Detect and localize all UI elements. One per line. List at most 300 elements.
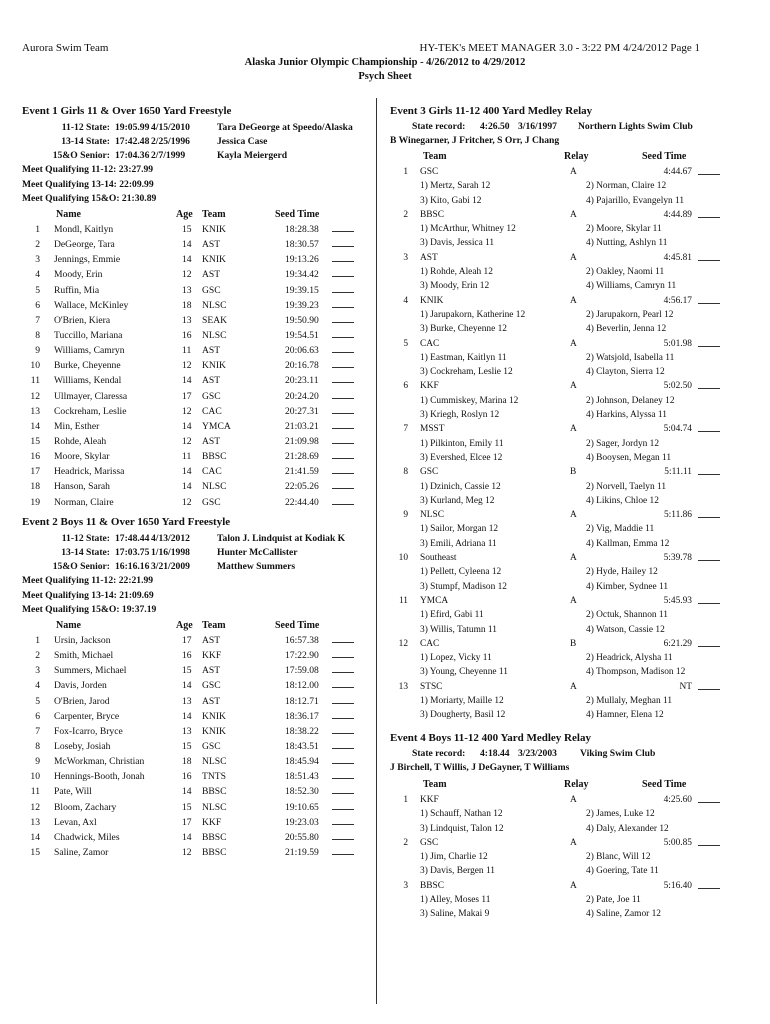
swimmer-team: KNIK bbox=[202, 725, 226, 737]
swimmer-age: 13 bbox=[182, 725, 192, 737]
swimmer-age: 13 bbox=[182, 284, 192, 296]
relay-swimmer: 3) Emili, Adriana 11 bbox=[420, 538, 497, 549]
entry-row bbox=[22, 252, 362, 267]
swimmer-age: 14 bbox=[182, 239, 192, 251]
result-blank bbox=[698, 337, 720, 347]
event-3-relays bbox=[390, 165, 760, 723]
entry-row bbox=[22, 404, 362, 419]
swimmer-name: Fox-Icarro, Bryce bbox=[54, 725, 123, 737]
relay-swimmer: 3) Willis, Tatumn 11 bbox=[420, 624, 497, 635]
swimmer-name: Wallace, McKinley bbox=[54, 299, 129, 311]
result-blank bbox=[332, 283, 354, 293]
entry-row bbox=[22, 495, 362, 510]
relay-swimmer: 2) Jarupakorn, Pearl 12 bbox=[586, 309, 674, 320]
swimmer-team: CAC bbox=[202, 466, 222, 478]
swimmer-name: Norman, Claire bbox=[54, 496, 114, 508]
relay-swimmer: 4) Kimber, Sydnee 11 bbox=[586, 581, 669, 592]
entry-number: 9 bbox=[35, 756, 40, 768]
swimmer-name: Summers, Michael bbox=[54, 665, 127, 677]
result-blank bbox=[332, 784, 354, 794]
relay-team: Southeast bbox=[420, 553, 457, 564]
relay-entry bbox=[390, 422, 760, 465]
seed-time: 19:23.03 bbox=[285, 816, 319, 828]
relay-letter: A bbox=[570, 510, 577, 521]
relay-swimmer: 3) Kriegh, Roslyn 12 bbox=[420, 410, 500, 421]
entry-row bbox=[22, 479, 362, 494]
relay-team: BBSC bbox=[420, 880, 444, 891]
relay-team: BBSC bbox=[420, 209, 444, 220]
relay-swimmer: 4) Thompson, Madison 12 bbox=[586, 667, 686, 678]
relay-swimmer: 2) Blanc, Will 12 bbox=[586, 852, 651, 863]
relay-number: 2 bbox=[403, 837, 408, 848]
relay-swimmer: 1) Alley, Moses 11 bbox=[420, 895, 491, 906]
relay-swimmer: 4) Nutting, Ashlyn 11 bbox=[586, 238, 668, 249]
entry-row bbox=[22, 298, 362, 313]
relay-number: 1 bbox=[403, 167, 408, 177]
document-type: Psych Sheet bbox=[358, 71, 412, 82]
event-3-column-headers: Team Relay Seed Time bbox=[423, 151, 687, 162]
relay-seed: 5:01.98 bbox=[663, 338, 692, 349]
relay-number: 11 bbox=[398, 595, 408, 606]
swimmer-name: Hanson, Sarah bbox=[54, 481, 110, 493]
swimmer-name: Moore, Skylar bbox=[54, 451, 110, 463]
swimmer-age: 14 bbox=[182, 375, 192, 387]
entry-row bbox=[22, 237, 362, 252]
entry-row bbox=[22, 800, 362, 815]
swimmer-team: NLSC bbox=[202, 756, 227, 768]
relay-swimmer: 4) Saline, Zamor 12 bbox=[586, 909, 661, 920]
result-blank bbox=[332, 800, 354, 810]
entry-number: 5 bbox=[35, 695, 40, 707]
result-blank bbox=[332, 648, 354, 658]
result-blank bbox=[698, 551, 720, 561]
relay-team: KNIK bbox=[420, 295, 444, 306]
entry-number: 13 bbox=[30, 405, 40, 417]
swimmer-name: Rohde, Aleah bbox=[54, 435, 107, 447]
swimmer-age: 12 bbox=[182, 405, 192, 417]
team-name: Aurora Swim Team bbox=[22, 42, 109, 54]
relay-team: STSC bbox=[420, 681, 443, 692]
result-blank bbox=[698, 294, 720, 304]
relay-team: AST bbox=[420, 252, 438, 263]
result-blank bbox=[332, 769, 354, 779]
relay-swimmer: 2) Vig, Maddie 11 bbox=[586, 524, 655, 535]
entry-row bbox=[22, 267, 362, 282]
relay-entry bbox=[390, 208, 760, 251]
swimmer-age: 18 bbox=[182, 756, 192, 768]
entry-row bbox=[22, 328, 362, 343]
seed-time: 20:27.31 bbox=[285, 405, 319, 417]
relay-team: CAC bbox=[420, 338, 440, 349]
swimmer-age: 12 bbox=[182, 846, 192, 858]
result-blank bbox=[698, 680, 720, 690]
result-blank bbox=[332, 724, 354, 734]
relay-swimmer: 3) Davis, Bergen 11 bbox=[420, 866, 495, 877]
entry-number: 1 bbox=[35, 224, 40, 235]
entry-row bbox=[22, 648, 362, 663]
relay-swimmer: 2) Pate, Joe 11 bbox=[586, 895, 641, 906]
seed-time: 21:41.59 bbox=[285, 466, 319, 478]
entry-row bbox=[22, 373, 362, 388]
result-blank bbox=[332, 495, 354, 505]
entry-number: 7 bbox=[35, 314, 40, 326]
entry-number: 8 bbox=[35, 740, 40, 752]
relay-entry bbox=[390, 680, 760, 723]
relay-letter: A bbox=[570, 209, 577, 220]
relay-entry bbox=[390, 637, 760, 680]
relay-number: 5 bbox=[403, 338, 408, 349]
entry-number: 18 bbox=[30, 481, 40, 493]
entry-number: 19 bbox=[30, 496, 40, 508]
swimmer-age: 17 bbox=[182, 635, 192, 646]
result-blank bbox=[698, 594, 720, 604]
entry-number: 7 bbox=[35, 725, 40, 737]
swimmer-age: 14 bbox=[182, 786, 192, 798]
relay-swimmer: 3) Lindquist, Talon 12 bbox=[420, 823, 504, 834]
swimmer-team: KNIK bbox=[202, 360, 226, 372]
relay-entry bbox=[390, 337, 760, 380]
relay-letter: B bbox=[570, 638, 577, 649]
relay-swimmer: 1) Jim, Charlie 12 bbox=[420, 852, 488, 863]
seed-time: 18:12.71 bbox=[285, 695, 319, 707]
swimmer-age: 12 bbox=[182, 360, 192, 372]
swimmer-team: BBSC bbox=[202, 831, 227, 843]
relay-swimmer: 1) Lopez, Vicky 11 bbox=[420, 653, 492, 664]
event-4-title: Event 4 Boys 11-12 400 Yard Medley Relay bbox=[390, 732, 591, 744]
entry-row bbox=[22, 313, 362, 328]
entry-row bbox=[22, 343, 362, 358]
entry-number: 15 bbox=[30, 846, 40, 858]
result-blank bbox=[698, 836, 720, 846]
relay-swimmer: 1) Schauff, Nathan 12 bbox=[420, 809, 503, 820]
relay-seed: 4:44.67 bbox=[663, 167, 692, 177]
result-blank bbox=[698, 165, 720, 175]
entry-row bbox=[22, 678, 362, 693]
record-row: 15&O Senior: 17:04.36 2/7/1999 Kayla Meiergerd bbox=[52, 150, 288, 161]
relay-seed: 5:39.78 bbox=[663, 553, 692, 564]
relay-swimmer: 4) Goering, Tate 11 bbox=[586, 866, 659, 877]
relay-swimmer: 3) Davis, Jessica 11 bbox=[420, 238, 495, 249]
relay-swimmer: 4) Williams, Camryn 11 bbox=[586, 281, 677, 292]
software-stamp: HY-TEK's MEET MANAGER 3.0 - 3:22 PM 4/24/2012 Page 1 bbox=[419, 42, 700, 54]
column-divider bbox=[376, 98, 377, 1004]
swimmer-team: TNTS bbox=[202, 771, 226, 783]
relay-swimmer: 2) Norvell, Taelyn 11 bbox=[586, 481, 667, 492]
swimmer-age: 11 bbox=[182, 345, 192, 357]
swimmer-age: 11 bbox=[182, 451, 192, 463]
relay-team: MSST bbox=[420, 424, 445, 435]
result-blank bbox=[332, 845, 354, 855]
relay-swimmer: 1) Dzinich, Cassie 12 bbox=[420, 481, 501, 492]
seed-time: 18:45.94 bbox=[285, 756, 319, 768]
relay-swimmer: 1) Pilkinton, Emily 11 bbox=[420, 438, 504, 449]
swimmer-name: Davis, Jorden bbox=[54, 680, 107, 692]
swimmer-name: Levan, Axl bbox=[54, 816, 97, 828]
entry-number: 9 bbox=[35, 345, 40, 357]
swimmer-name: Cockreham, Leslie bbox=[54, 405, 127, 417]
relay-swimmer: 1) Jarupakorn, Katherine 12 bbox=[420, 309, 526, 320]
swimmer-age: 14 bbox=[182, 420, 192, 432]
entry-number: 12 bbox=[30, 390, 40, 402]
swimmer-team: GSC bbox=[202, 680, 221, 692]
swimmer-name: Saline, Zamor bbox=[54, 846, 109, 858]
relay-swimmer: 3) Burke, Cheyenne 12 bbox=[420, 324, 507, 335]
relay-swimmer: 3) Dougherty, Basil 12 bbox=[420, 710, 506, 721]
event-3-title: Event 3 Girls 11-12 400 Yard Medley Relay bbox=[390, 105, 593, 117]
relay-team: KKF bbox=[420, 381, 439, 392]
swimmer-name: McWorkman, Christian bbox=[54, 756, 145, 768]
swimmer-name: Williams, Kendal bbox=[54, 375, 122, 387]
seed-time: 18:43.51 bbox=[285, 740, 319, 752]
result-blank bbox=[332, 464, 354, 474]
relay-seed: 4:44.89 bbox=[663, 209, 692, 220]
entry-number: 15 bbox=[30, 435, 40, 447]
entry-number: 11 bbox=[30, 786, 40, 798]
swimmer-team: NLSC bbox=[202, 801, 227, 813]
swimmer-name: Hennings-Booth, Jonah bbox=[54, 771, 145, 783]
swimmer-team: CAC bbox=[202, 405, 222, 417]
event-1-qualifying: Meet Qualifying 11-12: 23:27.99 Meet Qualifying 13-14: 22:09.99 Meet Qualifying 15&O: 21:30.89 bbox=[22, 164, 157, 204]
relay-entry bbox=[390, 251, 760, 294]
result-blank bbox=[698, 379, 720, 389]
swimmer-name: Mondl, Kaitlyn bbox=[54, 224, 114, 235]
swimmer-team: AST bbox=[202, 665, 221, 677]
relay-number: 13 bbox=[398, 681, 408, 692]
entry-row bbox=[22, 464, 362, 479]
relay-team: KKF bbox=[420, 795, 439, 805]
event-2-column-headers: Name Age Team Seed Time bbox=[56, 620, 320, 631]
entry-row bbox=[22, 358, 362, 373]
result-blank bbox=[332, 252, 354, 262]
entry-row bbox=[22, 754, 362, 769]
seed-time: 19:34.42 bbox=[285, 269, 319, 281]
entry-row bbox=[22, 784, 362, 799]
relay-seed: 5:11.86 bbox=[663, 510, 692, 521]
relay-entry bbox=[390, 793, 760, 836]
entry-row bbox=[22, 739, 362, 754]
relay-swimmer: 2) Hyde, Hailey 12 bbox=[586, 567, 658, 578]
swimmer-age: 13 bbox=[182, 695, 192, 707]
relay-swimmer: 3) Moody, Erin 12 bbox=[420, 281, 490, 292]
relay-swimmer: 3) Cockreham, Leslie 12 bbox=[420, 367, 513, 378]
relay-number: 2 bbox=[403, 209, 408, 220]
entry-row bbox=[22, 222, 362, 237]
seed-time: 21:09.98 bbox=[285, 435, 319, 447]
relay-entry bbox=[390, 294, 760, 337]
relay-team: CAC bbox=[420, 638, 440, 649]
event-3-record-names: B Winegarner, J Fritcher, S Orr, J Chang bbox=[390, 135, 560, 146]
relay-swimmer: 4) Harkins, Alyssa 11 bbox=[586, 410, 667, 421]
relay-number: 1 bbox=[403, 795, 408, 805]
swimmer-age: 15 bbox=[182, 224, 192, 235]
result-blank bbox=[332, 434, 354, 444]
relay-number: 3 bbox=[403, 880, 408, 891]
result-blank bbox=[332, 389, 354, 399]
relay-swimmer: 4) Daly, Alexander 12 bbox=[586, 823, 669, 834]
entry-number: 13 bbox=[30, 816, 40, 828]
relay-swimmer: 1) Moriarty, Maille 12 bbox=[420, 695, 504, 706]
swimmer-age: 12 bbox=[182, 496, 192, 508]
relay-swimmer: 4) Watson, Cassie 12 bbox=[586, 624, 665, 635]
result-blank bbox=[698, 879, 720, 889]
relay-seed: 4:25.60 bbox=[663, 795, 692, 805]
event-1-records bbox=[22, 121, 353, 163]
entry-number: 3 bbox=[35, 665, 40, 677]
swimmer-team: NLSC bbox=[202, 299, 227, 311]
result-blank bbox=[332, 694, 354, 704]
entry-number: 4 bbox=[35, 680, 40, 692]
seed-time: 18:51.43 bbox=[285, 771, 319, 783]
result-blank bbox=[698, 793, 720, 803]
entry-number: 1 bbox=[35, 635, 40, 646]
swimmer-team: KNIK bbox=[202, 710, 226, 722]
result-blank bbox=[698, 637, 720, 647]
event-2-entries bbox=[22, 633, 362, 860]
entry-number: 6 bbox=[35, 299, 40, 311]
relay-swimmer: 4) Booysen, Megan 11 bbox=[586, 452, 672, 463]
relay-swimmer: 2) Norman, Claire 12 bbox=[586, 181, 667, 192]
swimmer-age: 16 bbox=[182, 771, 192, 783]
swimmer-team: AST bbox=[202, 345, 221, 357]
result-blank bbox=[332, 358, 354, 368]
swimmer-team: KKF bbox=[202, 650, 222, 662]
record-row: 11-12 State: 17:48.44 4/13/2012 Talon J. Lindquist at Kodiak K bbox=[61, 533, 346, 544]
relay-swimmer: 2) Mullaly, Meghan 11 bbox=[586, 695, 673, 706]
swimmer-age: 12 bbox=[182, 435, 192, 447]
relay-letter: A bbox=[570, 381, 577, 392]
swimmer-team: SEAK bbox=[202, 314, 228, 326]
relay-number: 9 bbox=[403, 510, 408, 521]
seed-time: 18:12.00 bbox=[285, 680, 319, 692]
relay-swimmer: 1) Rohde, Aleah 12 bbox=[420, 267, 493, 278]
relay-seed: 5:04.74 bbox=[663, 424, 692, 435]
swimmer-team: BBSC bbox=[202, 846, 227, 858]
entry-row bbox=[22, 633, 362, 648]
swimmer-name: Burke, Cheyenne bbox=[54, 360, 121, 372]
seed-time: 21:03.21 bbox=[285, 420, 319, 432]
relay-letter: A bbox=[570, 595, 577, 606]
relay-swimmer: 2) Headrick, Alysha 11 bbox=[586, 653, 673, 664]
relay-swimmer: 4) Hamner, Elena 12 bbox=[586, 710, 664, 721]
swimmer-team: AST bbox=[202, 635, 221, 646]
relay-letter: A bbox=[570, 295, 577, 306]
seed-time: 19:13.26 bbox=[285, 254, 319, 266]
event-4-relays bbox=[390, 793, 760, 922]
entry-row bbox=[22, 769, 362, 784]
swimmer-age: 15 bbox=[182, 665, 192, 677]
seed-time: 18:28.38 bbox=[285, 224, 319, 235]
swimmer-team: GSC bbox=[202, 390, 221, 402]
relay-swimmer: 4) Likins, Chloe 12 bbox=[586, 495, 659, 506]
swimmer-name: Ullmayer, Claressa bbox=[54, 390, 128, 402]
swimmer-age: 18 bbox=[182, 299, 192, 311]
swimmer-age: 15 bbox=[182, 740, 192, 752]
swimmer-team: GSC bbox=[202, 496, 221, 508]
seed-time: 17:22.90 bbox=[285, 650, 319, 662]
relay-letter: A bbox=[570, 553, 577, 564]
result-blank bbox=[332, 479, 354, 489]
event-4-column-headers: Team Relay Seed Time bbox=[423, 779, 687, 790]
entry-number: 8 bbox=[35, 329, 40, 341]
relay-number: 10 bbox=[398, 553, 408, 564]
swimmer-team: AST bbox=[202, 695, 221, 707]
entry-number: 11 bbox=[30, 375, 40, 387]
seed-time: 18:38.22 bbox=[285, 725, 319, 737]
relay-letter: A bbox=[570, 338, 577, 349]
relay-swimmer: 1) Pellett, Cyleena 12 bbox=[420, 567, 502, 578]
relay-entry bbox=[390, 165, 760, 208]
entry-number: 3 bbox=[35, 254, 40, 266]
relay-number: 8 bbox=[403, 467, 408, 478]
relay-swimmer: 1) McArthur, Whitney 12 bbox=[420, 224, 516, 235]
event-1-title: Event 1 Girls 11 & Over 1650 Yard Freestyle bbox=[22, 105, 232, 117]
seed-time: 20:24.20 bbox=[285, 390, 319, 402]
swimmer-age: 14 bbox=[182, 831, 192, 843]
relay-entry bbox=[390, 879, 760, 922]
relay-letter: A bbox=[570, 795, 577, 805]
entry-number: 2 bbox=[35, 650, 40, 662]
seed-time: 20:16.78 bbox=[285, 360, 319, 372]
relay-swimmer: 4) Beverlin, Jenna 12 bbox=[586, 324, 667, 335]
swimmer-name: O'Brien, Jarod bbox=[54, 695, 110, 707]
entry-number: 14 bbox=[30, 831, 40, 843]
relay-swimmer: 4) Pajarillo, Evangelyn 11 bbox=[586, 195, 685, 206]
result-blank bbox=[698, 251, 720, 261]
swimmer-team: KNIK bbox=[202, 254, 226, 266]
meet-title: Alaska Junior Olympic Championship - 4/26/2012 to 4/29/2012 bbox=[244, 57, 526, 68]
event-4-record-names: J Birchell, T Willis, J DeGayner, T Williams bbox=[390, 762, 570, 773]
entry-row bbox=[22, 283, 362, 298]
result-blank bbox=[698, 422, 720, 432]
relay-number: 6 bbox=[403, 381, 408, 392]
swimmer-name: Tuccillo, Mariana bbox=[54, 329, 123, 341]
relay-seed: 5:02.50 bbox=[663, 381, 692, 392]
seed-time: 21:19.59 bbox=[285, 846, 319, 858]
swimmer-age: 14 bbox=[182, 481, 192, 493]
entry-number: 10 bbox=[30, 771, 40, 783]
swimmer-team: AST bbox=[202, 375, 221, 387]
swimmer-name: Jennings, Emmie bbox=[54, 254, 121, 266]
relay-swimmer: 2) James, Luke 12 bbox=[586, 809, 655, 820]
event-1-column-headers: Name Age Team Seed Time bbox=[56, 209, 320, 220]
swimmer-team: NLSC bbox=[202, 481, 227, 493]
entry-row bbox=[22, 419, 362, 434]
relay-swimmer: 1) Sailor, Morgan 12 bbox=[420, 524, 499, 535]
seed-time: 19:54.51 bbox=[285, 329, 319, 341]
relay-entry bbox=[390, 551, 760, 594]
relay-swimmer: 2) Johnson, Delaney 12 bbox=[586, 395, 675, 406]
relay-seed: NT bbox=[679, 681, 692, 692]
event-2-title: Event 2 Boys 11 & Over 1650 Yard Freestyle bbox=[22, 516, 231, 528]
relay-swimmer: 2) Octuk, Shannon 11 bbox=[586, 610, 668, 621]
result-blank bbox=[332, 237, 354, 247]
swimmer-age: 14 bbox=[182, 680, 192, 692]
relay-team: GSC bbox=[420, 837, 439, 848]
entry-row bbox=[22, 724, 362, 739]
swimmer-name: Chadwick, Miles bbox=[54, 831, 120, 843]
relay-swimmer: 1) Cummiskey, Marina 12 bbox=[420, 395, 519, 406]
swimmer-team: AST bbox=[202, 239, 221, 251]
relay-entry bbox=[390, 465, 760, 508]
seed-time: 17:59.08 bbox=[285, 665, 319, 677]
event-4-record: State record: 4:18.44 3/23/2003 Viking Swim Club bbox=[412, 748, 656, 759]
swimmer-name: Ruffin, Mia bbox=[54, 284, 100, 296]
relay-seed: 5:16.40 bbox=[663, 880, 692, 891]
result-blank bbox=[332, 815, 354, 825]
record-row: 15&O Senior: 16:16.16 3/21/2009 Matthew Summers bbox=[52, 561, 296, 572]
relay-swimmer: 3) Kito, Gabi 12 bbox=[420, 195, 482, 206]
swimmer-age: 17 bbox=[182, 816, 192, 828]
